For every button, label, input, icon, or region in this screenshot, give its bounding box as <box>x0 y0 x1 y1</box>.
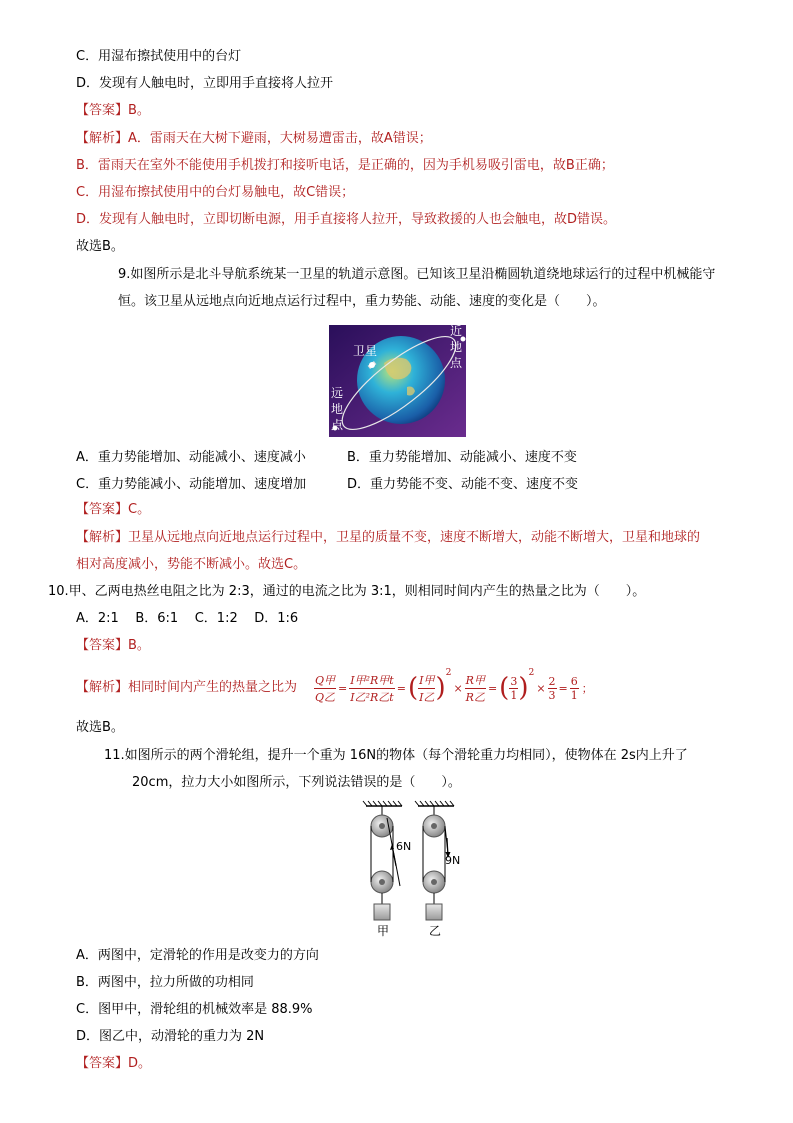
pulley-diagram <box>358 800 466 938</box>
numerator: 6 <box>570 674 578 688</box>
q10-option-d: D．1:6 <box>254 611 299 626</box>
q9-option-a: A．重力势能增加、动能减小、速度减小 <box>76 450 306 465</box>
q10-option-b: B．6:1 <box>135 611 179 626</box>
analysis-text: 相同时间内产生的热量之比为 <box>128 680 298 695</box>
q8-analysis-c: C．用湿布擦拭使用中的台灯易触电，故C错误； <box>76 185 355 200</box>
q11-option-d: D．图乙中，动滑轮的重力为 2N <box>76 1029 265 1044</box>
q10-options <box>76 609 298 629</box>
answer-value: B。 <box>128 103 150 118</box>
q11-option-b: B．两图中，拉力所做的功相同 <box>76 975 254 990</box>
denominator: 3 <box>548 688 556 702</box>
label-yi: 乙 <box>429 924 442 938</box>
numerator: I甲 <box>419 673 435 687</box>
answer-value: D。 <box>128 1056 152 1071</box>
fraction-6-1 <box>570 675 579 702</box>
denominator: 1 <box>570 688 578 702</box>
paren-open: ( <box>407 673 419 703</box>
label-apogee-2: 地 <box>331 402 344 416</box>
pulley-figure <box>358 800 466 938</box>
denominator: R乙 <box>465 688 486 705</box>
numerator: 2 <box>548 674 556 688</box>
label-perigee-1: 近 <box>450 324 463 338</box>
ceiling-right <box>415 801 454 806</box>
q10-stem: 10.甲、乙两电热丝电阻之比为 2:3，通过的电流之比为 3:1，则相同时间内产生的热量之比为（ ）。 <box>48 584 646 599</box>
q9-stem-line2: 恒。该卫星从远地点向近地点运行过程中，重力势能、动能、速度的变化是（ ）。 <box>118 294 606 309</box>
label-perigee-2: 地 <box>450 340 463 354</box>
equals-sign: = <box>487 681 498 695</box>
q9-option-c: C．重力势能减小、动能增加、速度增加 <box>76 477 307 492</box>
equals-sign: = <box>558 681 568 695</box>
force-label-left: 6N <box>396 840 412 853</box>
numerator: R甲 <box>465 673 485 687</box>
q9-answer <box>76 500 150 520</box>
q11-stem-line1: 11.如图所示的两个滑轮组，提升一个重为 16N的物体（每个滑轮重力均相同），使物体在 2s内上升了 <box>104 748 688 763</box>
q9-analysis-line1 <box>76 528 700 548</box>
answer-tag: 【答案】 <box>76 638 129 653</box>
answer-tag: 【答案】 <box>76 103 129 118</box>
times-sign: × <box>453 681 463 695</box>
answer-tag: 【答案】 <box>76 1056 129 1071</box>
orbit-diagram <box>329 325 466 437</box>
q11-answer <box>76 1054 151 1074</box>
fraction-q <box>314 672 336 705</box>
denominator: I乙²R乙t <box>349 688 394 705</box>
q8-option-c: C．用湿布擦拭使用中的台灯 <box>76 49 242 64</box>
force-label-right: 9N <box>445 854 461 867</box>
q8-analysis-d: D．发现有人触电时，立即切断电源，用手直接将人拉开，导致救援的人也会触电，故D错误。 <box>76 212 617 227</box>
answer-value: C。 <box>128 502 151 517</box>
q10-answer <box>76 636 150 656</box>
analysis-tag: 【解析】 <box>76 680 129 695</box>
answer-value: B。 <box>128 638 150 653</box>
numerator: Q甲 <box>315 673 336 687</box>
times-sign: × <box>536 681 546 695</box>
exponent: 2 <box>528 667 535 678</box>
satellite-orbit-figure <box>329 325 466 437</box>
answer-tag: 【答案】 <box>76 502 129 517</box>
ceiling-left <box>363 801 402 806</box>
q8-option-d: D．发现有人触电时，立即用手直接将人拉开 <box>76 76 334 91</box>
equals-sign: = <box>338 681 348 695</box>
fraction-3-1 <box>509 675 518 702</box>
weight-left <box>374 904 390 920</box>
label-apogee-1: 远 <box>331 386 344 400</box>
analysis-text: 卫星从远地点向近地点运行过程中，卫星的质量不变，速度不断增大，动能不断增大，卫星和地球的 <box>128 530 701 545</box>
q10-option-a: A．2:1 <box>76 611 119 626</box>
exponent: 2 <box>445 667 452 678</box>
numerator: 3 <box>510 674 518 688</box>
denominator: 1 <box>510 688 518 702</box>
analysis-tag: 【解析】 <box>76 131 129 146</box>
equals-sign: = <box>396 681 406 695</box>
q9-stem-line1: 9.如图所示是北斗导航系统某一卫星的轨道示意图。已知该卫星沿椭圆轨道绕地球运行的过程中机械能守 <box>118 267 716 282</box>
q9-analysis-line2: 相对高度减小，势能不断减小。故选C。 <box>76 557 307 572</box>
q8-analysis-a <box>76 129 432 149</box>
q8-analysis-b: B．雷雨天在室外不能使用手机拨打和接听电话，是正确的，因为手机易吸引雷电，故B正确； <box>76 158 614 173</box>
fraction-2-3 <box>548 675 557 702</box>
label-jia: 甲 <box>377 924 390 938</box>
weight-right <box>426 904 442 920</box>
label-perigee-3: 点 <box>450 356 463 370</box>
q10-analysis <box>76 678 297 698</box>
fraction-r <box>465 672 486 705</box>
fraction-i2rt <box>349 672 394 705</box>
q8-answer <box>76 101 150 121</box>
q10-option-c: C．1:2 <box>194 611 238 626</box>
denominator: Q乙 <box>314 688 336 705</box>
analysis-tag: 【解析】 <box>76 530 129 545</box>
q8-conclusion: 故选B。 <box>76 239 124 254</box>
q9-option-d: D．重力势能不变、动能不变、速度不变 <box>347 477 579 492</box>
q11-option-a: A．两图中，定滑轮的作用是改变力的方向 <box>76 948 319 963</box>
label-satellite: 卫星 <box>353 344 378 358</box>
analysis-text: A．雷雨天在大树下避雨，大树易遭雷击，故A错误； <box>128 131 432 146</box>
numerator: I甲²R甲t <box>350 673 394 687</box>
heat-ratio-formula: Q甲 Q乙 = I甲²R甲t I乙²R乙t = ( I甲 I乙 ) $^2$ × R甲 R乙 = ( $\frac{3}{1}$ ) $^2$ × $\frac{2}{3}$ = $\frac{6}{1}$ ； <box>315 667 593 704</box>
q9-option-b: B．重力势能增加、动能减小、速度不变 <box>347 450 577 465</box>
q10-conclusion: 故选B。 <box>76 720 124 735</box>
denominator: I乙 <box>418 688 435 705</box>
label-apogee-3: 点 <box>331 418 344 432</box>
q11-stem-line2: 20cm，拉力大小如图所示，下列说法错误的是（ ）。 <box>132 775 461 790</box>
fraction-i <box>418 672 435 705</box>
semicolon: ； <box>581 682 593 695</box>
q11-option-c: C．图甲中，滑轮组的机械效率是 88.9% <box>76 1002 313 1017</box>
paren-close: ) <box>435 673 446 703</box>
